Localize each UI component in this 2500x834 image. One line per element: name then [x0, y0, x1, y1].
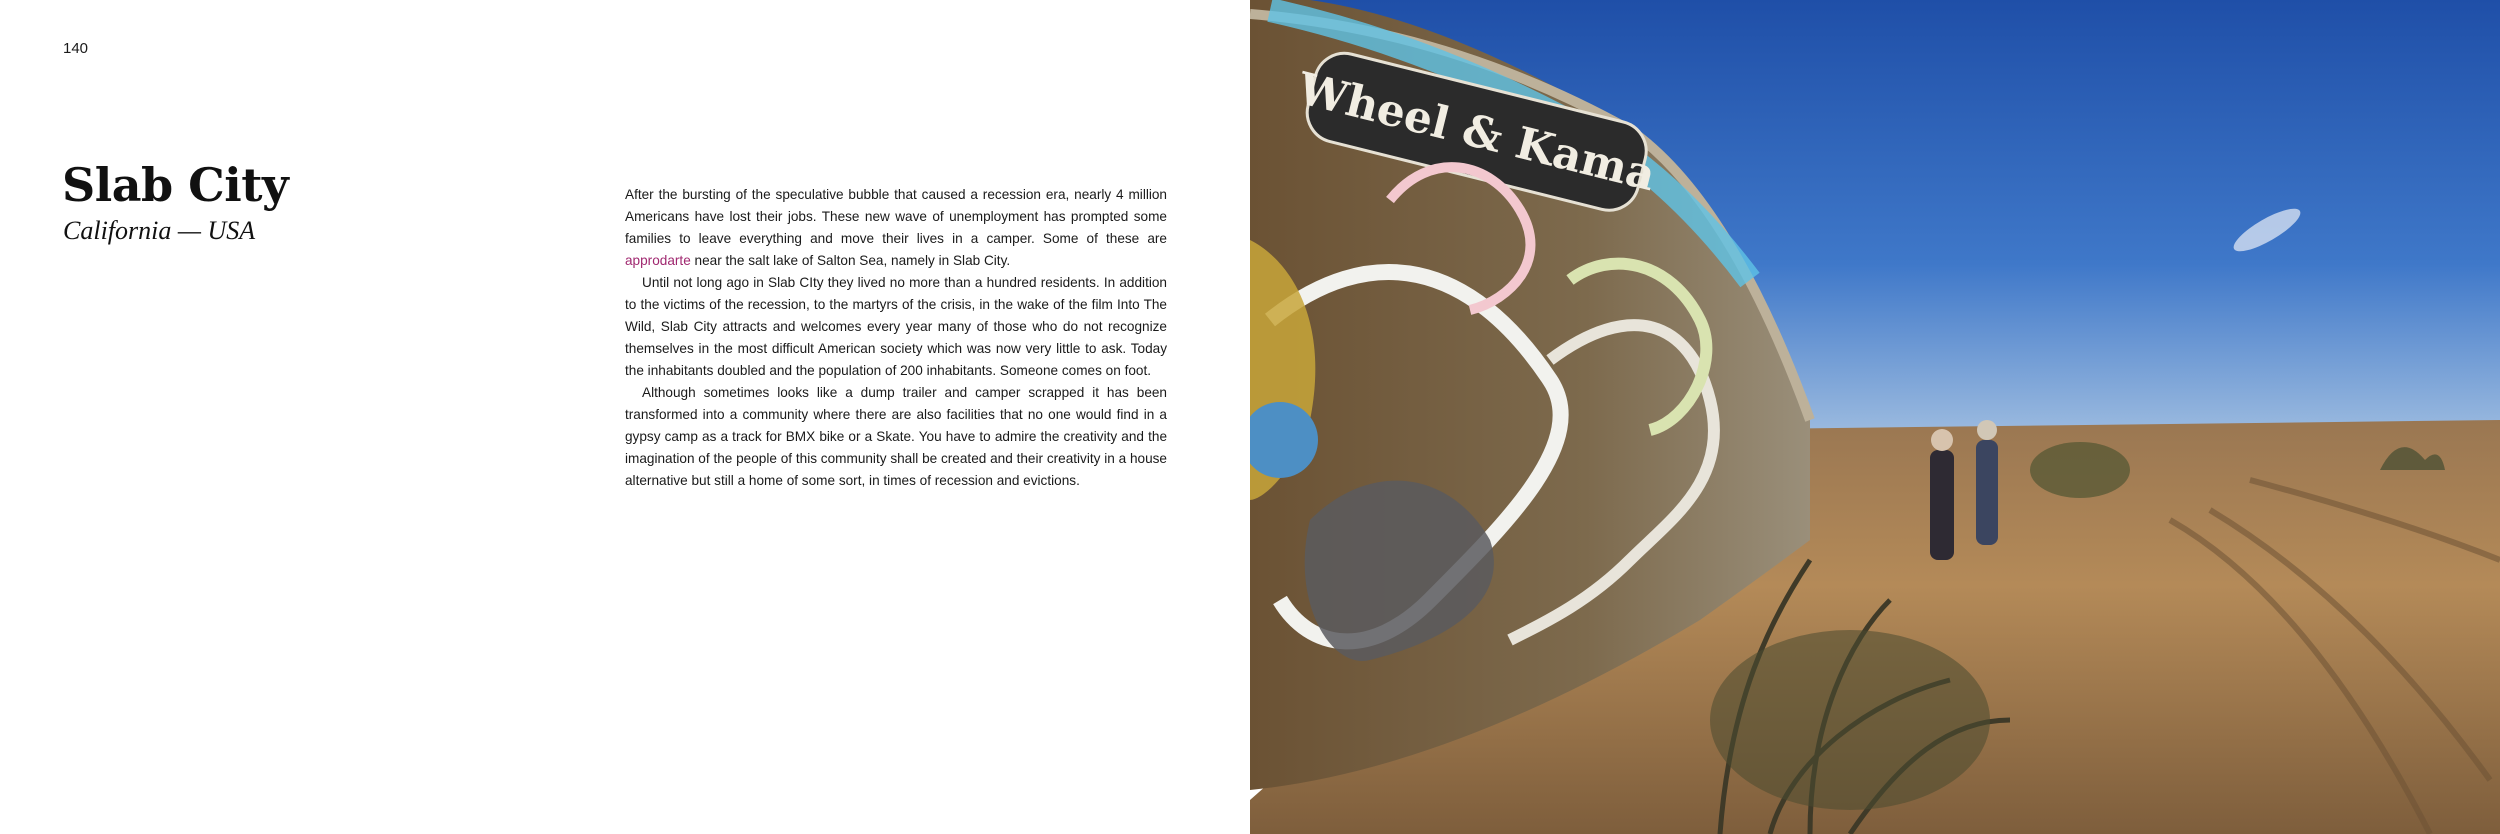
paragraph-1: [625, 184, 1167, 272]
slab-city-mural-photo: [1250, 0, 2500, 834]
highlighted-word: approdarte: [625, 253, 691, 268]
shrub-foliage: [1710, 630, 1990, 810]
wall-sign-text: Wheel & Kama: [1292, 63, 1661, 202]
paragraph-1-end: near the salt lake of Salton Sea, namely in Slab City.: [690, 253, 1011, 268]
right-shrub: [2030, 442, 2130, 498]
paragraph-2: Until not long ago in Slab CIty they lived no more than a hundred residents. In addition to the victims of the recession, to the martyrs of the crisis, in the wake of the film Into The Wild, Slab City attracts and welcomes every year many of those who do not recognize themselves in the most difficult American society which was now very little to ask. Today the inhabitants doubled and the population of 200 inhabitants. Someone comes on foot.: [625, 275, 1167, 378]
paragraph-1-start: After the bursting of the speculative bubble that caused a recession era, nearly 4 million Americans have lost their jobs. These new wave of unemployment has prompted some families to leave everything and move their lives in a camper. Some of these are: [625, 187, 1167, 246]
paragraph-3: Although sometimes looks like a dump trailer and camper scrapped it has been transformed into a community where there are also facilities that no one would find in a gypsy camp as a track for BMX bike or a Skate. You have to admire the creativity and the imagination of the people of this community shall be created and their creativity in a house alternative but still a home of some sort, in times of recession and evictions.: [625, 385, 1167, 488]
article-body: [625, 184, 1167, 492]
photo-illustration: [1250, 0, 2500, 834]
page-title: Slab City: [62, 158, 289, 212]
page-number: 140: [63, 40, 89, 57]
page-subtitle: California — USA: [63, 216, 256, 245]
